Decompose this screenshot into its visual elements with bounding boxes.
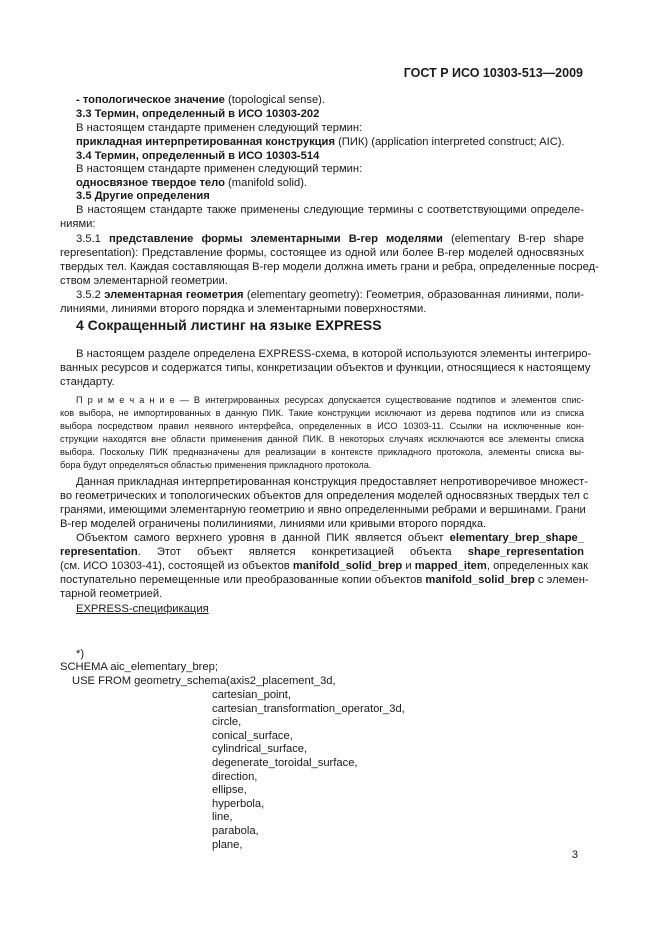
term-3-4: односвязное твердое тело (manifold solid). [76,177,308,189]
para-3-5-line1: В настоящем стандарте также применены следующие термины с соответствующими определе- [76,204,584,216]
code-item-line: conical_surface, [212,729,293,742]
code-item-line: degenerate_toroidal_surface, [212,757,358,769]
code-item-line: hyperbola, [212,797,265,810]
intro-3-3: В настоящем стандарте применен следующий термин: [76,122,363,134]
note-line2: ков выбора, не импортированных в данную ПИК. Такие конструкции исключают из дерева подтипов или из списка [60,408,584,418]
s4-para2-line4: B-rep моделей ограничены полилиниями, линиями или кривыми второго порядка. [60,518,487,530]
s4-para2-line1: Данная прикладная интерпретированная конструкция предоставляет непротиворечивое множест- [76,476,588,488]
note-line3: выбора посредством правил неявного интерфейса, определенных в ИСО 10303-11. Ссылки на исключенные кон- [60,421,584,431]
code-item-line: plane, [212,838,243,851]
s4-para2-line2: во геометрических и топологических объектов для определения моделей односвязных твердых тел с [60,490,589,502]
s4-para3-line4: поступательно перемещенные или преобразованные копии объектов manifold_solid_brep с элемен- [60,574,589,586]
heading-3-3: 3.3 Термин, определенный в ИСО 10303-202 [76,108,320,120]
code-item-line: direction, [212,770,258,783]
note-line1: П р и м е ч а н и е — В интегрированных ресурсах допускается существование подтипов и элементов спис- [76,395,584,405]
def-3-5-1-line1: 3.5.1 представление формы элементарными B-rep моделями (elementary B-rep shape [76,233,584,245]
code-use-from-line: USE FROM geometry_schema(axis2_placement_3d, [72,675,336,687]
s4-para3-line3: (см. ИСО 10303-41), состоящей из объектов manifold_solid_brep и mapped_item, определенных как [60,560,589,572]
document-header-code: ГОСТ Р ИСО 10303-513—2009 [403,66,583,80]
code-item-line: parabola, [212,825,259,837]
def-3-5-2-line1: 3.5.2 элементарная геометрия (elementary geometry): Геометрия, образованная линиями, поли- [76,289,584,301]
express-spec-title: EXPRESS-спецификация [76,603,209,615]
s4-para1-line2: ванных ресурсов и содержатся типы, конкретизации объектов и функции, относящиеся к настоящему [60,362,591,374]
intro-3-4: В настоящем стандарте применен следующий термин: [76,163,363,175]
def-3-5-1-line3: твердых тел. Каждая составляющая B-rep модели должна иметь грани и ребра, определенные посред- [60,261,599,273]
s4-para2-line3: гранями, имеющими элементарную геометрию и явно определенными ребрами и вершинами. Грани [60,504,586,516]
note-line6: бора будут определяться областью применения прикладного протокола. [60,460,372,470]
code-item-line: line, [212,811,233,824]
s4-para3-line5: тарной геометрией. [60,588,163,600]
section-4-heading: 4 Сокращенный листинг на языке EXPRESS [76,317,382,333]
note-line4: струкции находятся вне области применения данной ПИК. В некоторых случаях исключаются все элементы списка [60,434,584,444]
def-3-5-1-line2: representation): Представление формы, состоящее из одной или более B-rep моделей односвязных [60,247,584,259]
para-3-5-line2: ниями: [60,218,96,230]
page-number: 3 [571,849,578,861]
def-3-5-2-line2: линиями, линиями второго порядка и элементарными поверхностями. [60,303,427,315]
heading-3-5: 3.5 Другие определения [76,190,210,202]
code-item-line: cartesian_transformation_operator_3d, [212,702,405,715]
s4-para1-line1: В настоящем разделе определена EXPRESS-схема, в которой используются элементы интегриро- [76,348,592,360]
term-3-3: прикладная интерпретированная конструкция (ПИК) (application interpreted construct; AIC). [76,136,565,148]
s4-para3-line1: Объектом самого верхнего уровня в данной ПИК является объект elementary_brep_shape_ [76,532,584,544]
heading-3-4: 3.4 Термин, определенный в ИСО 10303-514 [76,150,320,162]
note-line5: выбора. Поскольку ПИК предназначены для реализации в контексте прикладного протокола, элементы списка вы- [60,447,584,457]
code-item-line: cartesian_point, [212,689,291,701]
code-item-line: circle, [212,716,242,729]
term-line-topological-sense: - топологическое значение (topological sense). [76,94,326,106]
code-item-line: cylindrical_surface, [212,743,308,756]
s4-para3-line2: representation. Этот объект является конкретизацией объекта shape_representation [60,546,584,558]
code-schema-line: SCHEMA aic_elementary_brep; [60,661,218,673]
def-3-5-1-line4: ством элементарной геометрии. [60,275,228,287]
code-comment-close: *) [76,648,85,660]
s4-para1-line3: стандарту. [60,376,115,388]
code-item-line: ellipse, [212,784,247,797]
